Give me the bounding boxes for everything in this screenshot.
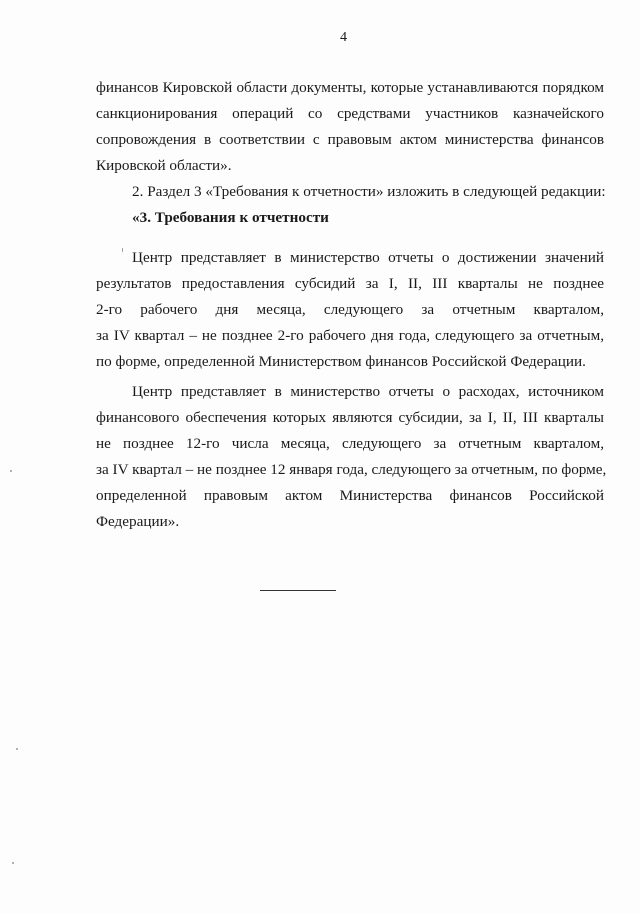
section-heading: «3. Требования к отчетности xyxy=(132,209,329,226)
scan-speck xyxy=(122,248,123,252)
scan-speck xyxy=(12,862,14,864)
paragraph-line: результатов предоставления субсидий за I, II, III кварталы не позднее xyxy=(96,275,604,292)
paragraph-line: за IV квартал – не позднее 2-го рабочего дня года, следующего за отчетным, xyxy=(96,327,604,344)
paragraph-line: санкционирования операций со средствами участников казначейского xyxy=(96,105,604,122)
scan-speck xyxy=(16,748,18,750)
paragraph-line: финансов Кировской области документы, которые устанавливаются порядком xyxy=(96,79,604,96)
paragraph-line: сопровождения в соответствии с правовым актом министерства финансов xyxy=(96,131,604,148)
paragraph-line: по форме, определенной Министерством финансов Российской Федерации. xyxy=(96,353,586,370)
paragraph-line: Федерации». xyxy=(96,513,180,530)
paragraph-line: финансового обеспечения которых являются субсидии, за I, II, III кварталы xyxy=(96,409,604,426)
page-number: 4 xyxy=(340,30,347,45)
paragraph-line: Центр представляет в министерство отчеты о расходах, источником xyxy=(132,383,604,400)
paragraph-line: Кировской области». xyxy=(96,157,232,174)
closing-rule xyxy=(260,590,336,591)
paragraph-line: за IV квартал – не позднее 12 января года, следующего за отчетным, по форме, xyxy=(96,461,607,478)
paragraph-line: Центр представляет в министерство отчеты о достижении значений xyxy=(132,249,604,266)
paragraph-line: не позднее 12-го числа месяца, следующего за отчетным кварталом, xyxy=(96,435,604,452)
paragraph-line: определенной правовым актом Министерства финансов Российской xyxy=(96,487,604,504)
paragraph-line: 2-го рабочего дня месяца, следующего за отчетным кварталом, xyxy=(96,301,604,318)
paragraph-line: 2. Раздел 3 «Требования к отчетности» изложить в следующей редакции: xyxy=(132,183,606,200)
scan-speck xyxy=(10,470,12,472)
